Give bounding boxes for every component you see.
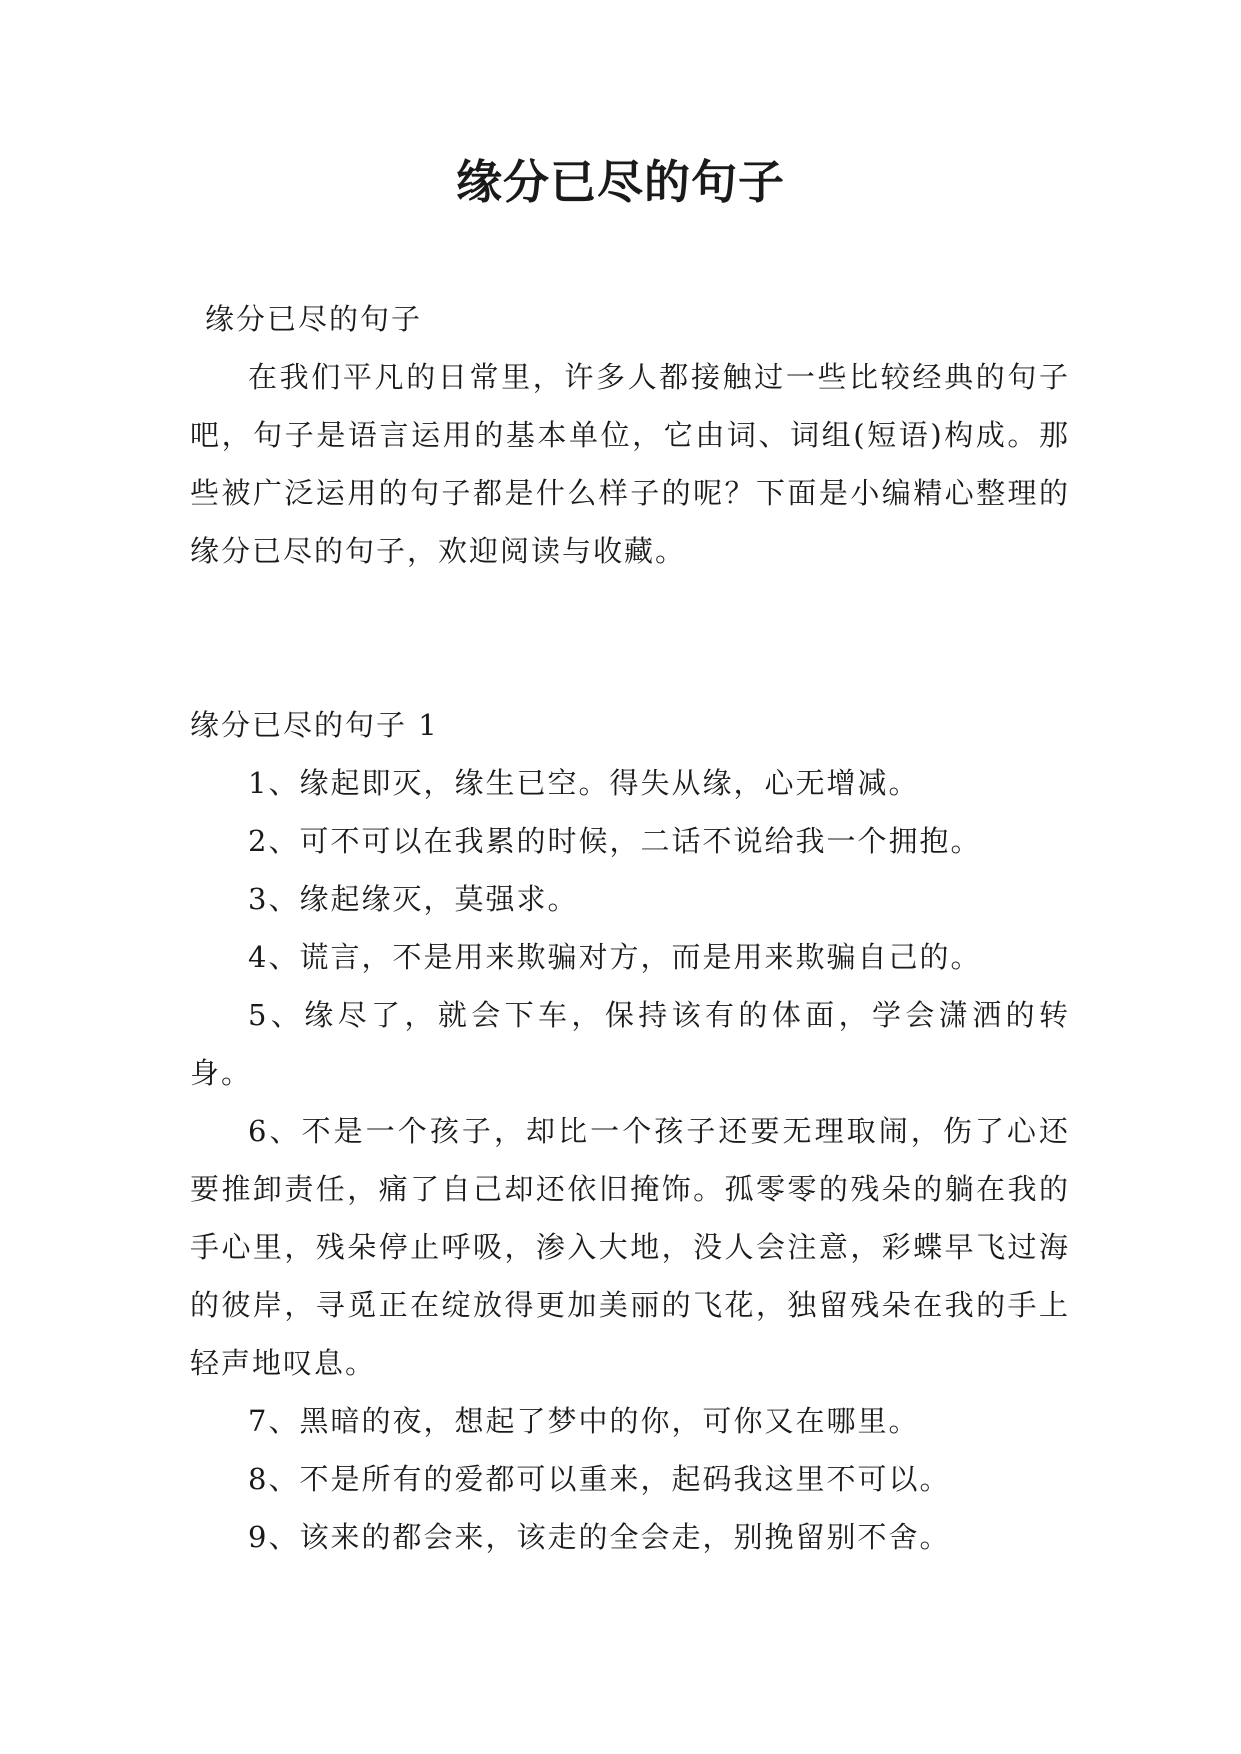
list-item: 3、缘起缘灭，莫强求。	[248, 882, 579, 916]
list-item: 8、不是所有的爱都可以重来，起码我这里不可以。	[248, 1462, 951, 1496]
section-spacer	[190, 580, 1070, 696]
intro-paragraph: 在我们平凡的日常里，许多人都接触过一些比较经典的句子吧，句子是语言运用的基本单位，它由词、词组(短语)构成。那些被广泛运用的句子都是什么样子的呢？下面是小编精心整理的缘分已尽的句子，欢迎阅读与收藏。	[190, 360, 1070, 568]
list-item: 5、缘尽了，就会下车，保持该有的体面，学会潇洒的转身。	[190, 998, 1070, 1090]
list-item: 4、谎言，不是用来欺骗对方，而是用来欺骗自己的。	[248, 940, 982, 974]
list-item: 9、该来的都会来，该走的全会走，别挽留别不舍。	[248, 1520, 951, 1554]
list-item: 1、缘起即灭，缘生已空。得失从缘，心无增减。	[248, 766, 920, 800]
list-item: 6、不是一个孩子，却比一个孩子还要无理取闹，伤了心还要推卸责任，痛了自己却还依旧掩饰。孤零零的残朵的躺在我的手心里，残朵停止呼吸，渗入大地，没人会注意，彩蝶早飞过海的彼岸，寻觅正在绽放得更加美丽的飞花，独留残朵在我的手上轻声地叹息。	[190, 1114, 1070, 1380]
section-heading: 缘分已尽的句子 1	[190, 708, 439, 742]
subtitle: 缘分已尽的句子	[205, 302, 423, 336]
list-item: 7、黑暗的夜，想起了梦中的你，可你又在哪里。	[248, 1404, 920, 1438]
document-body	[190, 290, 1070, 1566]
list-item: 2、可不可以在我累的时候，二话不说给我一个拥抱。	[248, 824, 982, 858]
page-title: 缘分已尽的句子	[456, 155, 785, 209]
